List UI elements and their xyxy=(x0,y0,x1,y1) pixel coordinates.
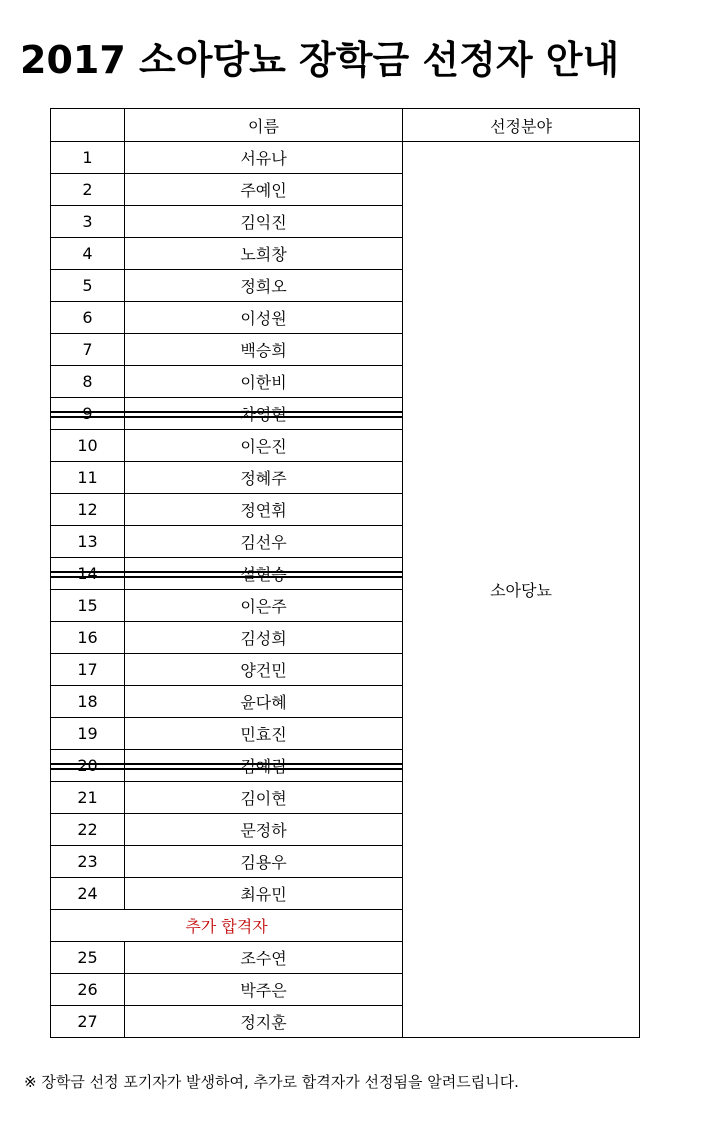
row-number: 6 xyxy=(51,302,125,334)
row-name: 노희창 xyxy=(125,238,403,270)
row-name: 정희오 xyxy=(125,270,403,302)
row-name: 민효진 xyxy=(125,718,403,750)
additional-label: 추가 합격자 xyxy=(51,910,403,942)
row-number: 27 xyxy=(51,1006,125,1038)
row-number: 19 xyxy=(51,718,125,750)
page-title: 2017 소아당뇨 장학금 선정자 안내 xyxy=(20,38,620,82)
row-name: 윤다혜 xyxy=(125,686,403,718)
row-name: 김성희 xyxy=(125,622,403,654)
row-name: 문정하 xyxy=(125,814,403,846)
header-row xyxy=(51,109,640,142)
row-name: 서유나 xyxy=(125,142,403,174)
row-number: 11 xyxy=(51,462,125,494)
row-number: 4 xyxy=(51,238,125,270)
row-name: 양건민 xyxy=(125,654,403,686)
row-number: 1 xyxy=(51,142,125,174)
row-number: 2 xyxy=(51,174,125,206)
row-name: 박주은 xyxy=(125,974,403,1006)
row-name: 백승희 xyxy=(125,334,403,366)
row-number: 21 xyxy=(51,782,125,814)
row-number: 8 xyxy=(51,366,125,398)
row-number: 18 xyxy=(51,686,125,718)
row-number: 3 xyxy=(51,206,125,238)
row-name: 정연휘 xyxy=(125,494,403,526)
row-number: 23 xyxy=(51,846,125,878)
row-name: 이성원 xyxy=(125,302,403,334)
row-name: 설현승 xyxy=(125,558,403,590)
row-name: 최유민 xyxy=(125,878,403,910)
row-name: 차영현 xyxy=(125,398,403,430)
row-name: 조수연 xyxy=(125,942,403,974)
footer-note: ※ 장학금 선정 포기자가 발생하여, 추가로 합격자가 선정됨을 알려드립니다. xyxy=(24,1073,519,1091)
field-cell: 소아당뇨 xyxy=(403,142,640,1038)
row-number: 10 xyxy=(51,430,125,462)
row-name: 이은주 xyxy=(125,590,403,622)
row-number: 25 xyxy=(51,942,125,974)
row-name: 김용우 xyxy=(125,846,403,878)
row-number: 12 xyxy=(51,494,125,526)
row-number: 13 xyxy=(51,526,125,558)
row-number: 26 xyxy=(51,974,125,1006)
row-name: 김익진 xyxy=(125,206,403,238)
row-number: 5 xyxy=(51,270,125,302)
header-name: 이름 xyxy=(125,109,403,142)
scholarship-table xyxy=(50,108,640,1038)
row-name: 주예인 xyxy=(125,174,403,206)
row-number: 16 xyxy=(51,622,125,654)
row-number: 7 xyxy=(51,334,125,366)
row-name: 정지훈 xyxy=(125,1006,403,1038)
row-name: 김이현 xyxy=(125,782,403,814)
row-name: 이은진 xyxy=(125,430,403,462)
row-number: 17 xyxy=(51,654,125,686)
row-number: 20 xyxy=(51,750,125,782)
table-row xyxy=(51,142,640,174)
row-number: 24 xyxy=(51,878,125,910)
row-name: 김선우 xyxy=(125,526,403,558)
row-number: 14 xyxy=(51,558,125,590)
header-field: 선정분야 xyxy=(403,109,640,142)
row-name: 정혜주 xyxy=(125,462,403,494)
row-name: 김예림 xyxy=(125,750,403,782)
row-number: 9 xyxy=(51,398,125,430)
row-number: 22 xyxy=(51,814,125,846)
table-body xyxy=(51,142,640,1038)
row-number: 15 xyxy=(51,590,125,622)
header-number xyxy=(51,109,125,142)
row-name: 이한비 xyxy=(125,366,403,398)
